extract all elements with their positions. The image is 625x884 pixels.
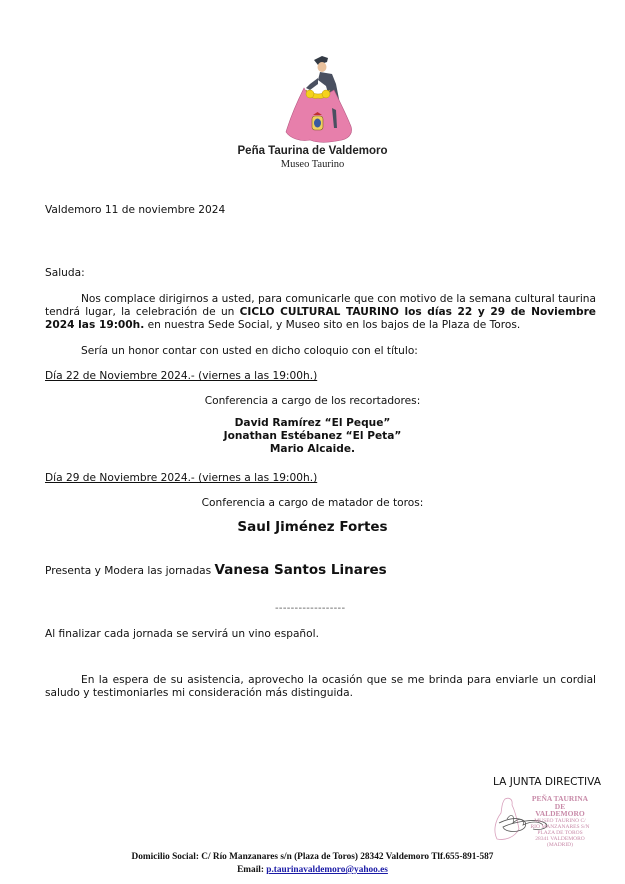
stamp-line-1: PEÑA TAURINA bbox=[531, 794, 589, 803]
footer-email-link[interactable]: p.taurinavaldemoro@yahoo.es bbox=[266, 865, 388, 875]
closing-paragraph bbox=[45, 674, 596, 700]
organization-name: Peña Taurina de Valdemoro bbox=[237, 145, 388, 157]
intro-bold-text: CICLO CULTURAL TAURINO los días 22 y 29 de Noviembre 2024 las 19:00h. bbox=[45, 306, 596, 331]
moderator-name: Vanesa Santos Linares bbox=[214, 562, 387, 578]
closing-text: En la espera de su asistencia, aprovecho la ocasión que se me brinda para enviarle un cordial saludo y testimoniarles mi consideración más distinguida. bbox=[45, 674, 596, 699]
footer-email-line bbox=[0, 865, 625, 875]
honor-line: Sería un honor contar con usted en dicho coloquio con el título: bbox=[81, 345, 418, 357]
stamp-line-3: MUSEO TAURINO C/ RIO MANZANARES S/N PLAZA DE TOROS 28341 VALDEMORO (MADRID) bbox=[530, 817, 590, 849]
stamp-line-2: DE VALDEMORO bbox=[535, 801, 585, 818]
intro-text-2: en nuestra Sede Social, y Museo sito en los bajos de la Plaza de Toros. bbox=[144, 319, 521, 331]
session-1-speakers bbox=[0, 417, 625, 456]
organization-subtitle: Museo Taurino bbox=[280, 159, 345, 170]
stamp-signature bbox=[485, 793, 590, 848]
intro-text-1: Nos complace dirigirnos a usted, para comunicarle que con motivo de la semana cultural taurina tendrá lugar, la celebración de un bbox=[45, 293, 596, 318]
session-1-conference-line: Conferencia a cargo de los recortadores: bbox=[204, 395, 421, 407]
speaker-name: Jonathan Estébanez “El Peta” bbox=[223, 430, 402, 442]
footer-address: Domicilio Social: C/ Río Manzanares s/n (Plaza de Toros) 28342 Valdemoro Tlf.655-891-587 bbox=[131, 852, 494, 862]
speaker-name: David Ramírez “El Peque” bbox=[234, 417, 391, 429]
moderator-label: Presenta y Modera las jornadas bbox=[45, 565, 215, 577]
stamp-text bbox=[530, 795, 590, 849]
wine-note: Al finalizar cada jornada se servirá un vino español. bbox=[45, 628, 319, 640]
session-2-conference-line: Conferencia a cargo de matador de toros: bbox=[201, 497, 424, 509]
speaker-name: Mario Alcaide. bbox=[269, 443, 356, 455]
signatory: LA JUNTA DIRECTIVA bbox=[493, 776, 601, 788]
date-line: Valdemoro 11 de noviembre 2024 bbox=[45, 204, 226, 216]
separator: ------------------ bbox=[275, 603, 346, 614]
greeting: Saluda: bbox=[45, 267, 85, 279]
letterhead-logo bbox=[270, 52, 370, 148]
session-2-speaker: Saul Jiménez Fortes bbox=[237, 519, 388, 535]
footer-email-label: Email: bbox=[237, 865, 267, 875]
intro-paragraph bbox=[45, 293, 596, 332]
bullfighter-with-cape-icon bbox=[270, 52, 370, 148]
session-1-date-heading: Día 22 de Noviembre 2024.- (viernes a las 19:00h.) bbox=[45, 370, 318, 382]
moderator-line bbox=[45, 564, 387, 578]
session-2-date-heading: Día 29 de Noviembre 2024.- (viernes a las 19:00h.) bbox=[45, 472, 318, 484]
